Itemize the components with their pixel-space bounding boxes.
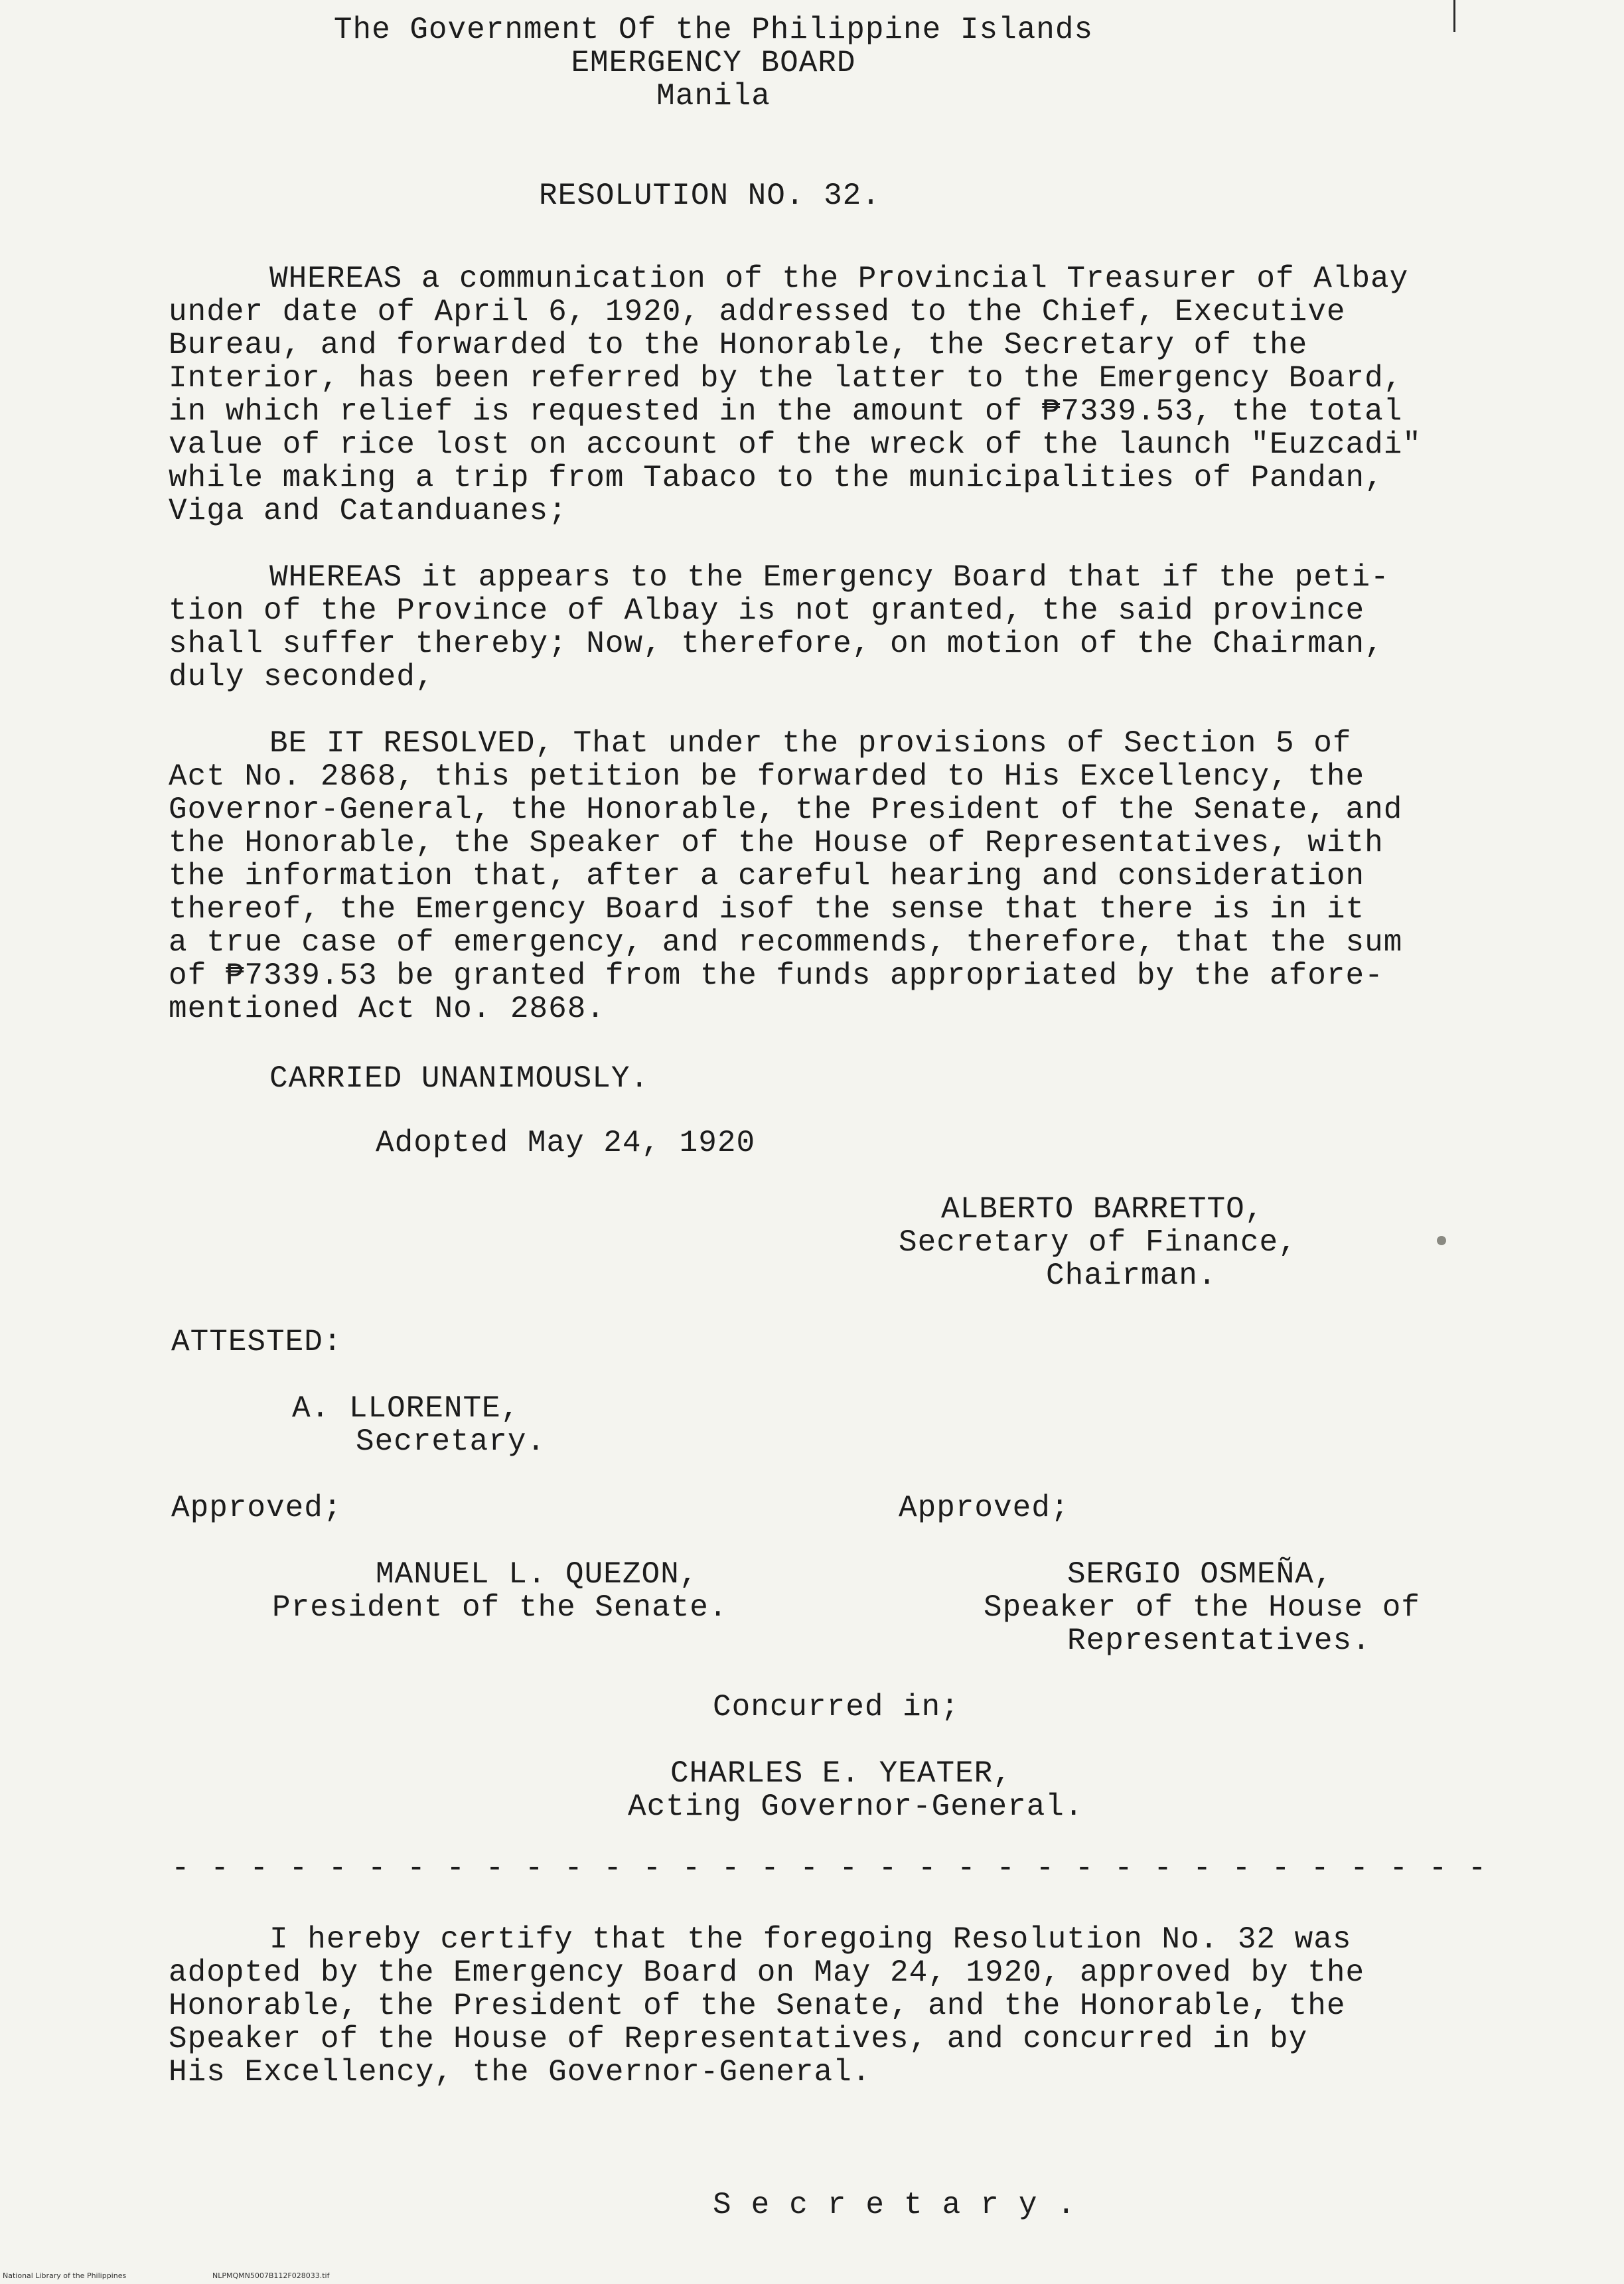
paragraph-whereas-1: WHEREAS a communication of the Provincial Treasurer of Albay under date of April 6, 1920, addressed to the Chief, Executive Bureau, and forwarded to the Honorable, the Secretary of the Interior, has been referred by the latter to the Emergency Board, in which relief is requested in the amount of ₱7339.53, the total value of rice lost on account of the wreck of the launch "Euzcadi" while making a trip from Tabaco to the municipalities of Pandan, Viga and Catanduanes;	[169, 262, 1422, 528]
header-board: EMERGENCY BOARD	[571, 46, 856, 80]
scan-edge-mark	[1453, 0, 1455, 32]
senate-president-title: President of the Senate.	[272, 1590, 728, 1625]
attested-label: ATTESTED:	[171, 1325, 342, 1359]
house-speaker-name: SERGIO OSMEÑA,	[1067, 1557, 1333, 1592]
paper-speck	[1437, 1236, 1446, 1245]
carried-unanimously: CARRIED UNANIMOUSLY.	[269, 1061, 650, 1096]
paragraph-whereas-2: WHEREAS it appears to the Emergency Board that if the peti- tion of the Province of Albay is not granted, the said province shall suffer thereby; Now, therefore, on motion of the Chairman, duly seconded,	[169, 560, 1390, 694]
paragraph-resolved: BE IT RESOLVED, That under the provisions of Section 5 of Act No. 2868, this petition be forwarded to His Excellency, the Governor-General, the Honorable, the President of the Senate, and the Honorable, the Speaker of the House of Representatives, with the information that, after a careful hearing and consideration thereof, the Emergency Board isof the sense that there is in it a true case of emergency, and recommends, therefore, that the sum of ₱7339.53 be granted from the funds appropriated by the afore- mentioned Act No. 2868.	[169, 726, 1403, 1026]
signature-secretary: Secretary.	[713, 2188, 1096, 2222]
chairman-name: ALBERTO BARRETTO,	[941, 1192, 1264, 1227]
secretary-name: A. LLORENTE,	[292, 1391, 520, 1426]
senate-president-name: MANUEL L. QUEZON,	[376, 1557, 699, 1592]
concurred-label: Concurred in;	[713, 1690, 960, 1724]
governor-general-name: CHARLES E. YEATER,	[670, 1756, 1012, 1791]
certification-paragraph: I hereby certify that the foregoing Resolution No. 32 was adopted by the Emergency Board on May 24, 1920, approved by the Honorable, the President of the Senate, and the Honorable, the Speaker of the House of Representatives, and concurred in by His Excellency, the Governor-General.	[169, 1922, 1365, 2090]
footer-library: National Library of the Philippines	[3, 2271, 127, 2280]
chairman-role: Chairman.	[1046, 1258, 1217, 1293]
footer-filename: NLPMQMN5007B112F028033.tif	[212, 2271, 330, 2280]
governor-general-title: Acting Governor-General.	[628, 1789, 1084, 1824]
house-speaker-title: Speaker of the House of	[984, 1590, 1420, 1625]
dashed-separator: - - - - - - - - - - - - - - - - - - - - - - - - - - - - - - - - - -	[171, 1852, 1488, 1885]
approved-label-house: Approved;	[899, 1491, 1070, 1525]
resolution-title: RESOLUTION NO. 32.	[539, 179, 881, 213]
house-speaker-title-2: Representatives.	[1067, 1624, 1371, 1658]
approved-label-senate: Approved;	[171, 1491, 342, 1525]
header-city: Manila	[656, 79, 771, 114]
header-government: The Government Of the Philippine Islands	[333, 13, 1094, 47]
chairman-title: Secretary of Finance,	[899, 1225, 1297, 1260]
adopted-date: Adopted May 24, 1920	[376, 1126, 756, 1160]
secretary-title: Secretary.	[356, 1424, 546, 1459]
